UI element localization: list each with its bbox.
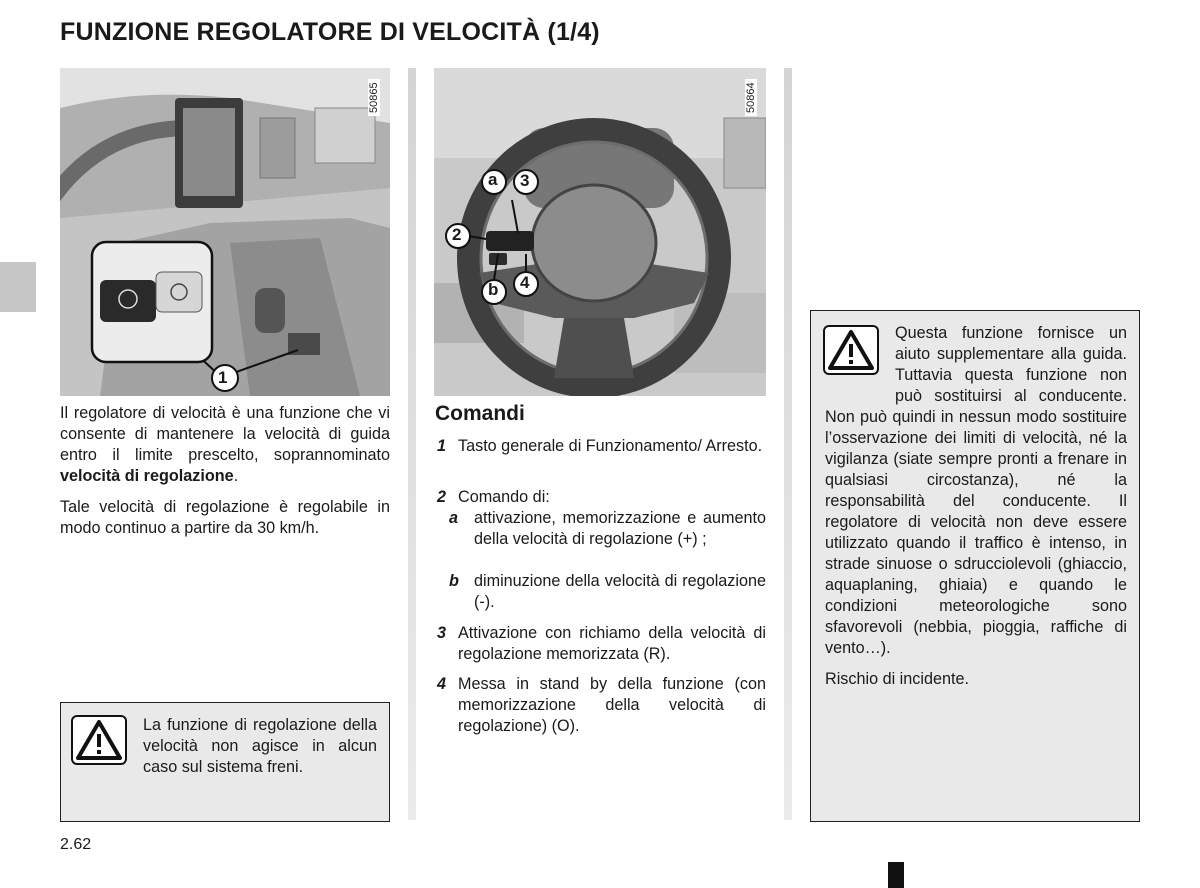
- column-separator: [408, 68, 416, 820]
- image-id: 50864: [745, 79, 757, 116]
- image-id: 50865: [368, 79, 380, 116]
- console-illustration: [60, 68, 390, 396]
- callout-b: b: [488, 280, 499, 299]
- list-item: 1 Tasto generale di Funzionamento/ Arresto.: [437, 437, 763, 455]
- warning-paragraph: Questa funzione fornisce un aiuto supplementare alla guida. Tuttavia questa funzione non può sostituirsi al conducente. Non può quindi in nessun modo sostituire l’osservazione dei limiti di velocità, né la vigilanza (siate sempre pronti a frenare in qualsiasi circostanza), né la responsabilità del conducente. Il regolatore di velocità non deve essere utilizzato quando il traffico è intenso, in strade sinuose o sdrucciolevoli (ghiaccio, aquaplaning, ghiaia) e quando le condizioni meteorologiche sono sfavorevoli (nebbia, pioggia, raffiche di vento…).: [825, 324, 1127, 657]
- page-number: 2.62: [60, 836, 92, 853]
- callout-1: 1: [218, 368, 228, 387]
- column-separator: [784, 68, 792, 820]
- page-title: FUNZIONE REGOLATORE DI VELOCITÀ (1/4): [60, 18, 600, 46]
- list-item: 4 Messa in stand by della funzione (con memorizzazione della velocità di regolazione) (O).: [437, 675, 766, 735]
- callout-2: 2: [452, 225, 462, 244]
- warning-icon: [71, 715, 127, 765]
- left-column-text: [60, 403, 390, 549]
- warning-box-usage: [810, 310, 1140, 822]
- steering-wheel-illustration: [434, 68, 766, 396]
- intro-paragraph: Il regolatore di velocità è una funzione che vi consente di mantenere la velocità di guida entro il limite prescelto, soprannominato velocità di regolazione.: [60, 404, 390, 485]
- warning-text-usage: [825, 323, 1127, 700]
- section-heading: Comandi: [435, 402, 525, 425]
- list-item: b diminuzione della velocità di regolazione (-).: [449, 572, 766, 611]
- callout-a: a: [488, 170, 498, 189]
- speed-paragraph: Tale velocità di regolazione è regolabile in modo continuo a partire da 30 km/h.: [60, 498, 390, 537]
- print-mark: [888, 862, 904, 888]
- warning-risk: Rischio di incidente.: [825, 670, 969, 688]
- callout-4: 4: [520, 273, 530, 292]
- warning-text-brakes: La funzione di regolazione della velocità non agisce in alcun caso sul sistema freni.: [143, 716, 377, 776]
- list-item: 3 Attivazione con richiamo della velocità di regolazione memorizzata (R).: [437, 624, 766, 663]
- chapter-tab: [0, 262, 36, 312]
- list-item: a attivazione, memorizzazione e aumento della velocità di regolazione (+) ;: [449, 509, 766, 548]
- warning-box-brakes: [60, 702, 390, 822]
- callout-3: 3: [520, 171, 530, 190]
- list-item: 2 Comando di:: [437, 488, 550, 506]
